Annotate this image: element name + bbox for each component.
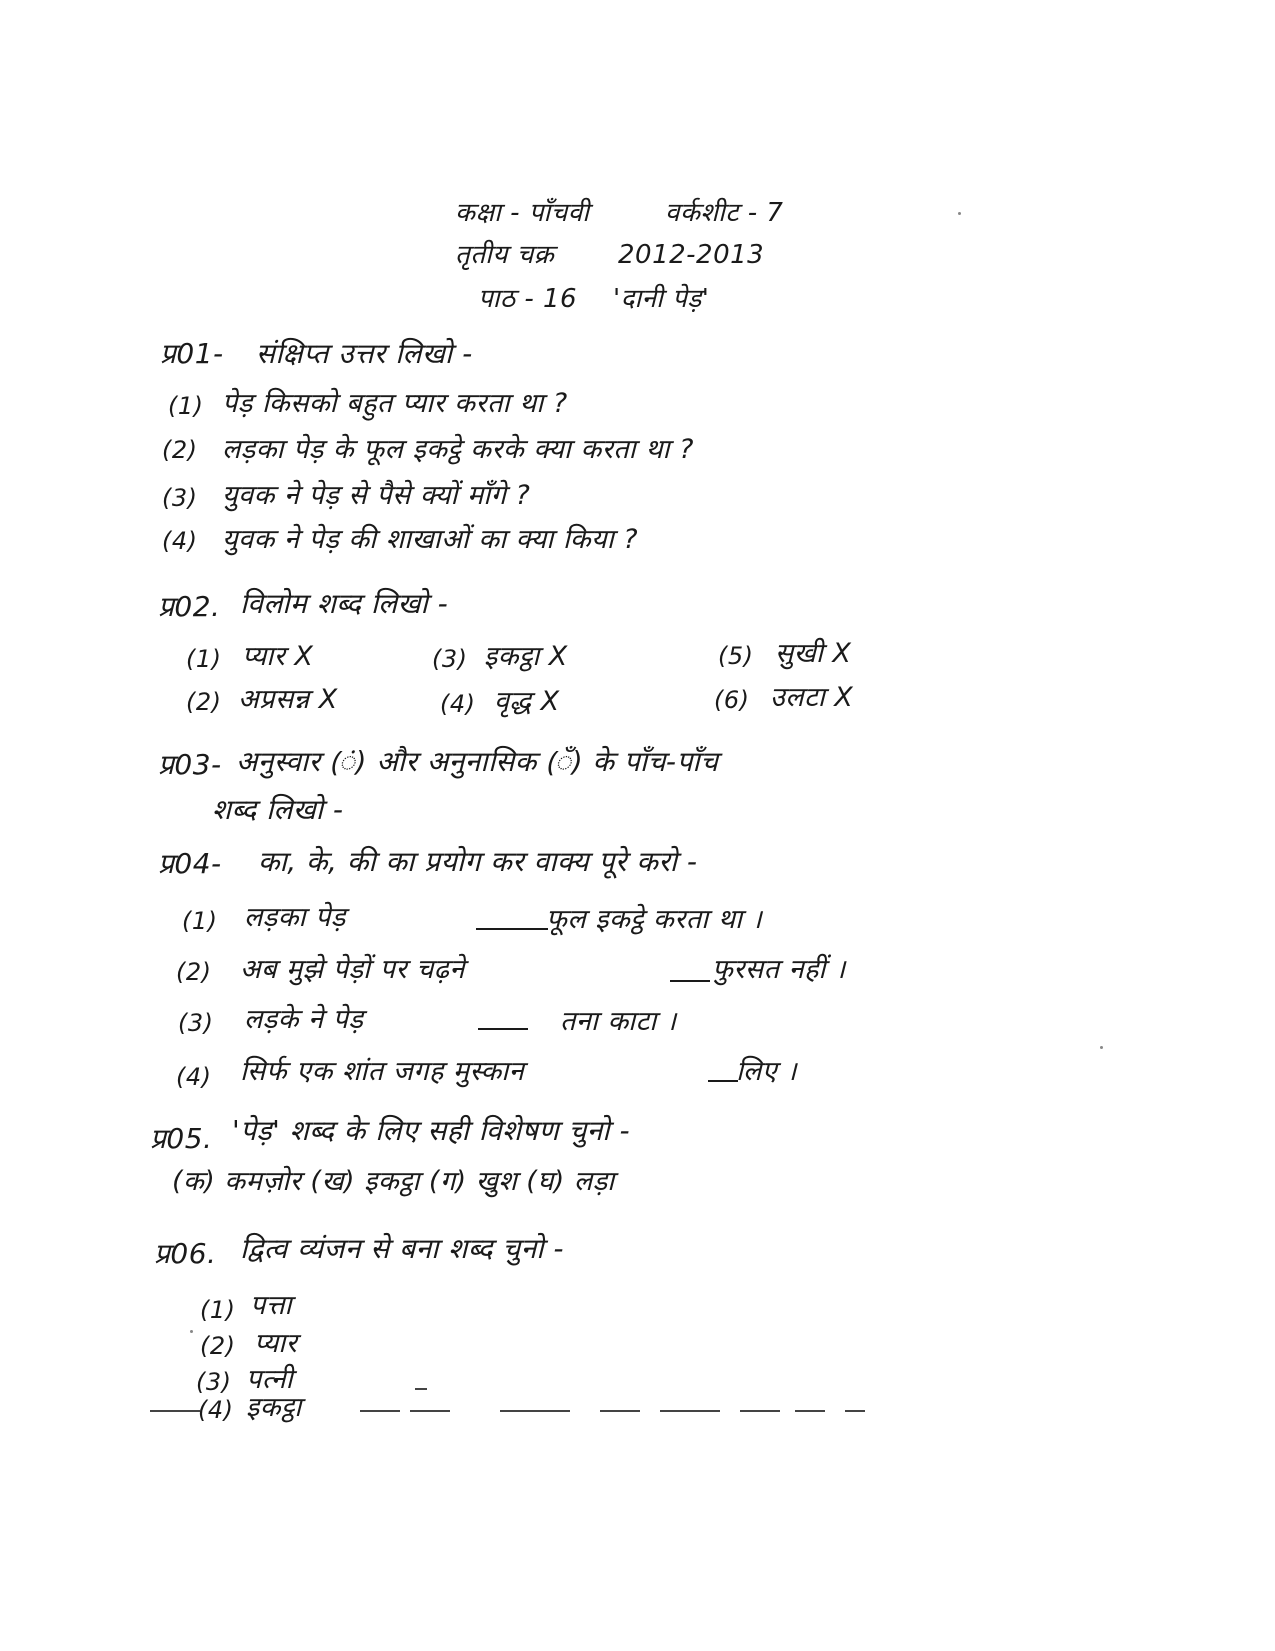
q2-item-number: (3) bbox=[432, 645, 468, 673]
q2-item-text: उलटा X bbox=[770, 682, 854, 713]
year-label: 2012-2013 bbox=[618, 240, 765, 270]
bottom-dash bbox=[740, 1410, 780, 1412]
q4-item-sentence-end: लिए । bbox=[736, 1056, 798, 1087]
q6-item-text: पत्ता bbox=[250, 1290, 292, 1321]
bottom-dash bbox=[150, 1410, 200, 1412]
q5-options: (क) कमज़ोर (ख) इकट्ठा (ग) खुश (घ) लड़ा bbox=[172, 1166, 615, 1197]
scan-speck bbox=[1100, 1046, 1103, 1049]
q1-item-number: (1) bbox=[168, 392, 204, 420]
q4-item-sentence-start: सिर्फ एक शांत जगह मुस्कान bbox=[240, 1056, 525, 1087]
q2-item-text: अप्रसन्न X bbox=[238, 684, 338, 715]
fill-blank[interactable] bbox=[708, 1080, 738, 1082]
q4-item-number: (3) bbox=[178, 1009, 214, 1037]
q3-heading-continued: शब्द लिखो - bbox=[212, 793, 344, 826]
bottom-dash bbox=[410, 1410, 450, 1412]
q1-label: प्र01- bbox=[160, 337, 224, 370]
q2-label: प्र02. bbox=[158, 590, 221, 623]
q1-item-number: (4) bbox=[162, 527, 198, 555]
q1-item-text: युवक ने पेड़ से पैसे क्यों माँगे ? bbox=[222, 480, 531, 511]
q4-item-number: (2) bbox=[176, 958, 212, 986]
q4-label: प्र04- bbox=[158, 847, 222, 880]
q4-item-sentence-start: लड़का पेड़ bbox=[244, 902, 346, 933]
q2-item-number: (2) bbox=[186, 688, 222, 716]
q1-item-text: लड़का पेड़ के फूल इकट्ठे करके क्या करता था ? bbox=[222, 434, 694, 465]
q2-item-text: प्यार X bbox=[242, 641, 314, 672]
bottom-dash bbox=[600, 1410, 640, 1412]
bottom-dash bbox=[500, 1410, 570, 1412]
fill-blank[interactable] bbox=[478, 1028, 528, 1030]
q6-item-text: इकट्ठा bbox=[246, 1392, 302, 1423]
scan-speck bbox=[190, 1330, 193, 1333]
worksheet-number: वर्कशीट - 7 bbox=[665, 198, 784, 228]
scan-speck bbox=[958, 212, 961, 215]
q2-item-number: (4) bbox=[440, 690, 476, 718]
q6-item-text: प्यार bbox=[254, 1328, 298, 1359]
q2-item-text: वृद्ध X bbox=[494, 686, 560, 717]
q2-item-number: (6) bbox=[714, 686, 750, 714]
q4-item-number: (1) bbox=[182, 907, 218, 935]
q6-label: प्र06. bbox=[154, 1237, 217, 1270]
q5-heading: 'पेड़' शब्द के लिए सही विशेषण चुनो - bbox=[232, 1114, 631, 1147]
q1-item-text: युवक ने पेड़ की शाखाओं का क्या किया ? bbox=[222, 524, 639, 555]
q4-item-sentence-start: लड़के ने पेड़ bbox=[244, 1004, 364, 1035]
q3-heading: अनुस्वार (ं) और अनुनासिक (ँ) के पाँच-पाँच bbox=[236, 745, 719, 778]
q4-heading: का, के, की का प्रयोग कर वाक्य पूरे करो - bbox=[258, 845, 698, 878]
lesson-title: 'दानी पेड़' bbox=[613, 284, 710, 314]
class-label: कक्षा - पाँचवी bbox=[455, 198, 590, 228]
q1-item-text: पेड़ किसको बहुत प्यार करता था ? bbox=[222, 388, 568, 419]
q6-item-number: (4) bbox=[198, 1396, 234, 1424]
q6-heading: द्वित्व व्यंजन से बना शब्द चुनो - bbox=[240, 1232, 564, 1265]
fill-blank[interactable] bbox=[670, 980, 710, 982]
bottom-dash bbox=[360, 1410, 400, 1412]
bottom-dash bbox=[415, 1388, 427, 1390]
q2-item-text: इकट्ठा X bbox=[484, 641, 568, 672]
q1-item-number: (2) bbox=[162, 436, 198, 464]
q6-item-number: (3) bbox=[196, 1368, 232, 1396]
q4-item-sentence-end: फुरसत नहीं । bbox=[712, 954, 846, 985]
q5-label: प्र05. bbox=[150, 1122, 213, 1155]
q4-item-sentence-start: अब मुझे पेड़ों पर चढ़ने bbox=[240, 954, 465, 985]
q4-item-sentence-end: तना काटा । bbox=[560, 1006, 677, 1037]
cycle-label: तृतीय चक्र bbox=[455, 240, 555, 270]
q2-item-number: (5) bbox=[718, 642, 754, 670]
q1-heading: संक्षिप्त उत्तर लिखो - bbox=[256, 337, 473, 370]
bottom-dash bbox=[795, 1410, 825, 1412]
q6-item-text: पत्नी bbox=[246, 1364, 294, 1395]
q2-heading: विलोम शब्द लिखो - bbox=[240, 587, 449, 620]
fill-blank[interactable] bbox=[476, 928, 548, 930]
q6-item-number: (1) bbox=[200, 1296, 236, 1324]
q1-item-number: (3) bbox=[162, 484, 198, 512]
q2-item-number: (1) bbox=[186, 645, 222, 673]
q4-item-sentence-end: फूल इकट्ठे करता था । bbox=[546, 904, 763, 935]
q6-item-number: (2) bbox=[200, 1332, 236, 1360]
lesson-number: पाठ - 16 bbox=[478, 284, 578, 314]
q2-item-text: सुखी X bbox=[775, 638, 852, 669]
q3-label: प्र03- bbox=[158, 748, 222, 781]
bottom-dash bbox=[845, 1410, 865, 1412]
bottom-dash bbox=[660, 1410, 720, 1412]
q4-item-number: (4) bbox=[176, 1063, 212, 1091]
